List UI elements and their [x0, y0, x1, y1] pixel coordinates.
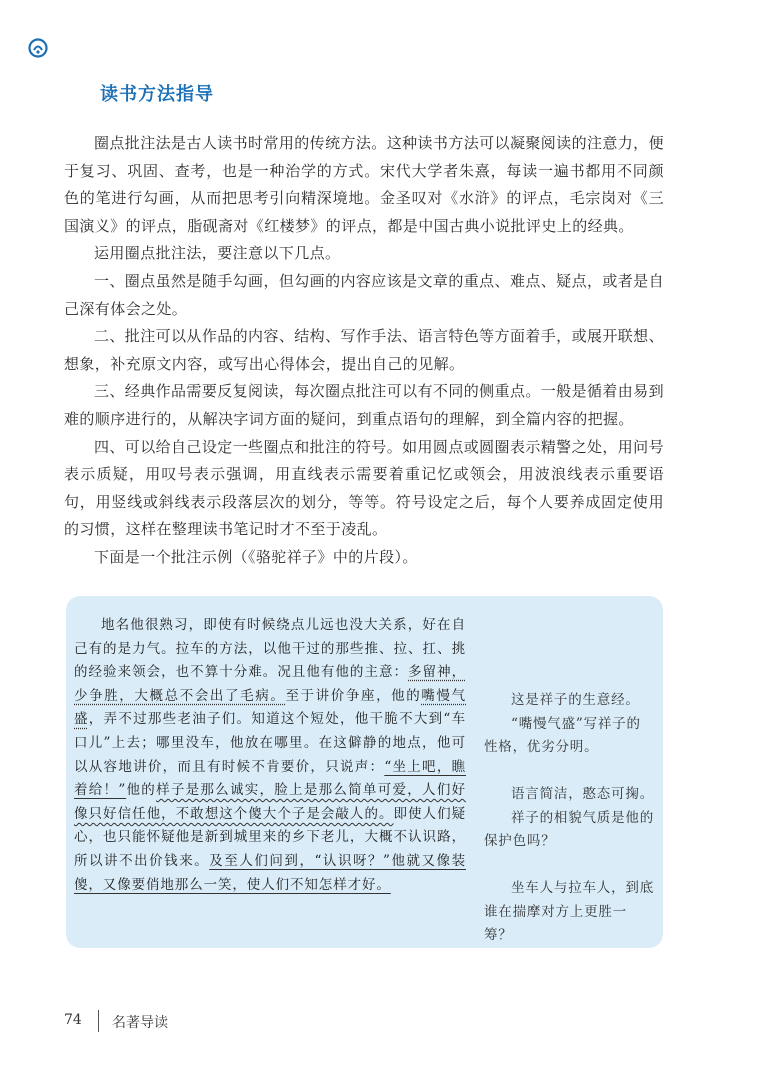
- paragraph-point-3: 三、经典作品需要反复阅读，每次圈点批注可以有不同的侧重点。一般是循着由易到难的顺序进行的，从解决字词方面的疑问，到重点语句的理解，到全篇内容的把握。: [64, 382, 664, 428]
- annotation-note: 祥子的相貌气质是他的保护色吗？: [484, 809, 654, 850]
- annotation-group-1: [484, 689, 654, 760]
- paragraph-point-1: 一、圈点虽然是随手勾画，但勾画的内容应该是文章的重点、难点、疑点，或者是自己深有体会之处。: [64, 271, 664, 318]
- underlined-phrase: 及至人们问到，“认识呀？”他就又像装傻，又像要俏地那么一笑，使人们不知怎样才好。: [74, 852, 466, 893]
- passage-text: 即使人们疑心，也只能怀疑他是新到城里来的乡下老儿，大概不认识路，所以讲不出价钱来。: [74, 805, 466, 869]
- book-title: 名著导读: [112, 1015, 168, 1031]
- paragraph-point-4: 四、可以给自己设定一些圈点和批注的符号。如用圆点或圆圈表示精警之处，用问号表示质疑，用叹号表示强调，用直线表示需要着重记忆或领会，用波浪线表示重要语句，用竖线或斜线表示段落层次的划分，等等。符号设定之后，每个人要养成固定使用的习惯，这样在整理读书笔记时才不至于凌乱。: [64, 437, 664, 539]
- paragraph-example-intro: 下面是一个批注示例（《骆驼祥子》中的片段）。: [94, 547, 418, 566]
- annotation-note: “嘴慢气盛”写祥子的性格，优劣分明。: [484, 715, 641, 756]
- passage-text: ，弄不过那些老油子们。知道这个短处，他干脆不大到“车口儿”上去；哪里没车，他放在哪里。在这僻静的地点，他可以从容地讲价，而且有时候不肯要价，只说声：: [74, 711, 466, 775]
- paragraph-intro: 圈点批注法是古人读书时常用的传统方法。这种读书方法可以凝聚阅读的注意力，便于复习、巩固、查考，也是一种治学的方式。宋代大学者朱熹，每读一遍书都用不同颜色的笔进行勾画，从而把思考引向精深境地。金圣叹对《水浒》的评点，毛宗岗对《三国演义》的评点，脂砚斋对《红楼梦》的评点，都是中国古典小说批评史上的经典。: [64, 134, 664, 235]
- section-title: 读书方法指导: [100, 84, 214, 105]
- passage-text: 地名他很熟习，即使有时候绕点儿远也没大关系，好在自己有的是力气。拉车的方法，以他干过的那些推、拉、扛、挑的经验来领会，也不算十分难。况且他有他的主意：: [74, 617, 466, 681]
- example-passage: [74, 614, 466, 897]
- book-logo-icon: [28, 38, 48, 58]
- footer-divider: [98, 1010, 99, 1032]
- dotted-phrase: 嘴慢气盛: [74, 687, 466, 728]
- passage-text: 他的: [126, 782, 157, 799]
- paragraph-lead: 运用圈点批注法，要注意以下几点。: [94, 244, 341, 263]
- annotation-note: 坐车人与拉车人，到底谁在揣摩对方上更胜一筹？: [484, 880, 654, 944]
- passage-text: 至于讲价争座，他的: [285, 687, 422, 704]
- page-number: 74: [64, 1012, 82, 1028]
- body-text: [64, 130, 664, 572]
- annotation-group-2: [484, 783, 654, 854]
- annotation-note: 语言简洁，憨态可掬。: [511, 786, 654, 802]
- wavy-phrase: 样子是那么诚实，脸上是那么简单可爱，人们好像只好信任他，不敢想这个傻大个子是会敲人的。: [74, 782, 466, 822]
- annotation-group-3: [484, 877, 654, 948]
- example-paragraph: [74, 614, 466, 897]
- underlined-phrase: “坐上吧，瞧着给！”: [74, 758, 466, 799]
- dotted-phrase: 多留神，少争胜，大概总不会出了毛病。: [74, 664, 466, 704]
- annotation-note: 这是祥子的生意经。: [511, 692, 640, 708]
- paragraph-point-2: 二、批注可以从作品的内容、结构、写作手法、语言特色等方面着手，或展开联想、想象，补充原文内容，或写出心得体会，提出自己的见解。: [64, 327, 664, 373]
